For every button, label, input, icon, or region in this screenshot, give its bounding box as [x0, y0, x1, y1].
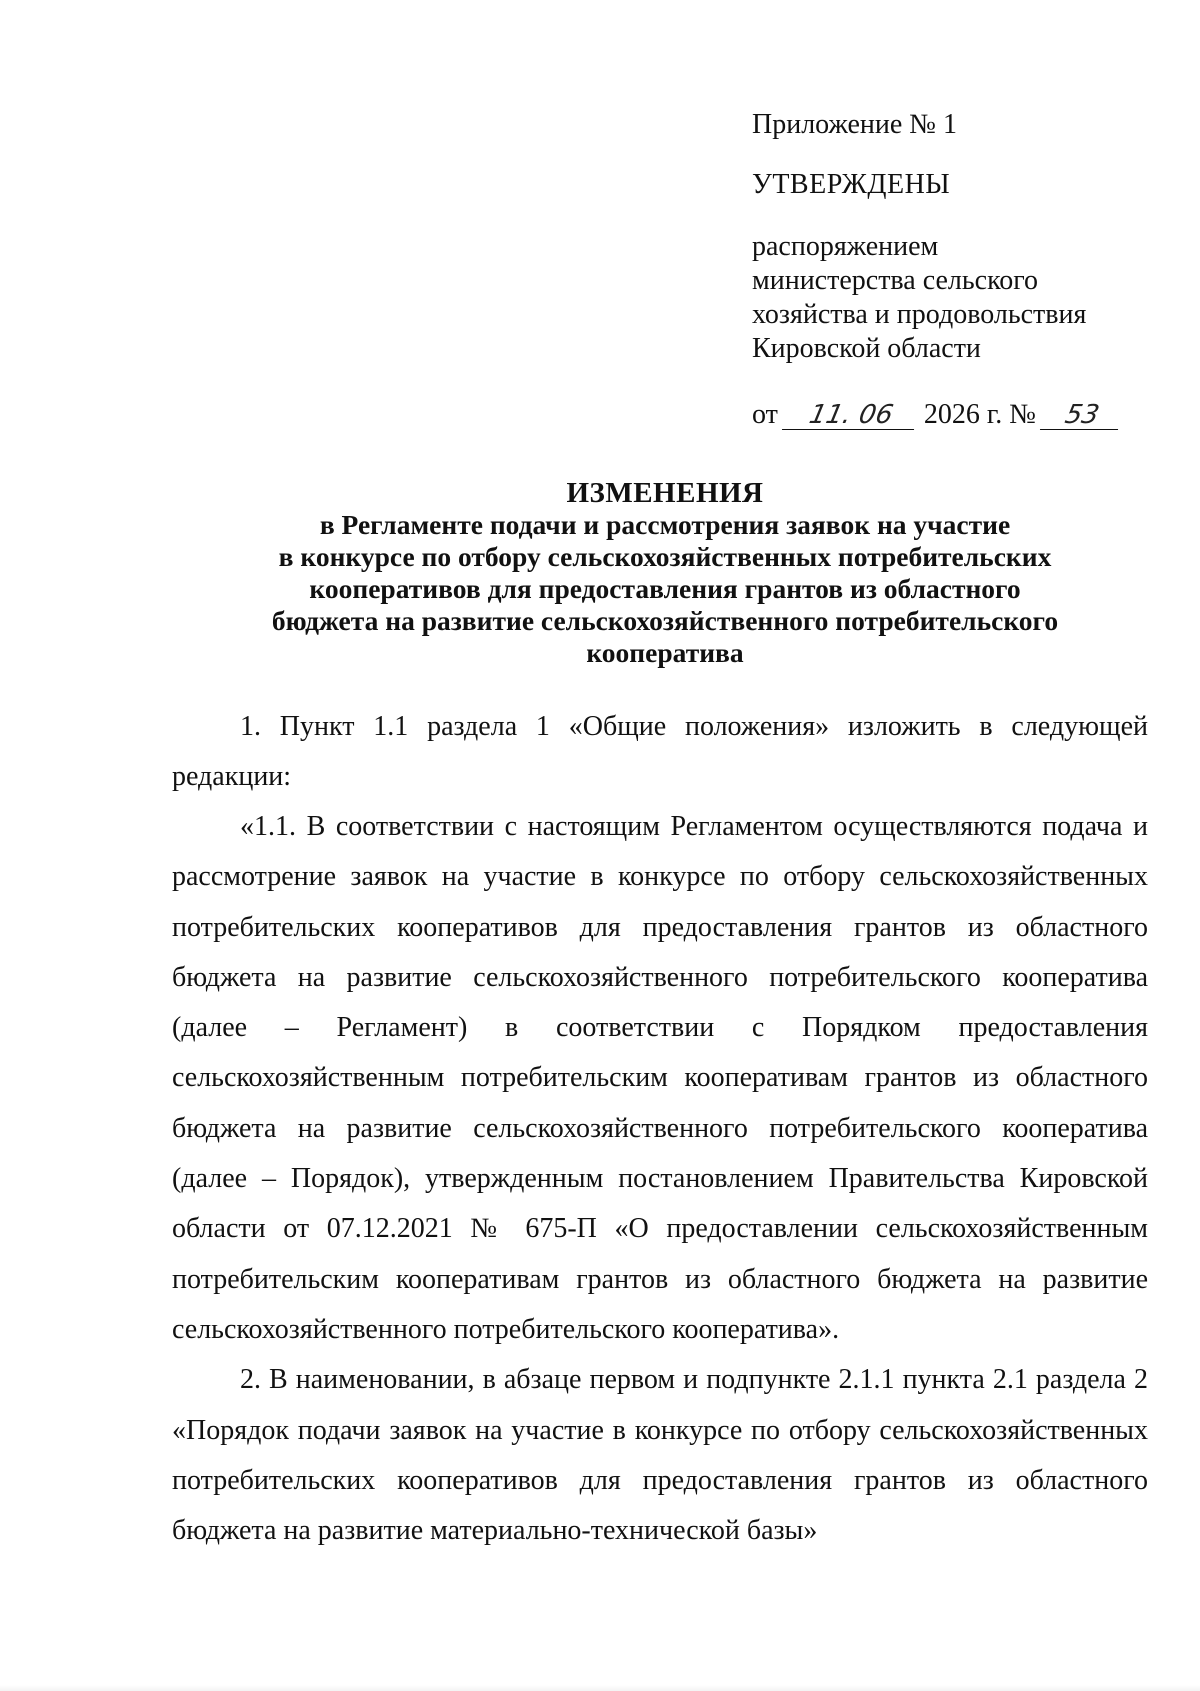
handwritten-number: 53 [1040, 401, 1124, 430]
title-line: кооперативов для предоставления грантов из областного [309, 573, 1021, 604]
basis-line: распоряжением [752, 231, 939, 262]
document-title [170, 477, 1160, 669]
approval-basis [752, 230, 1152, 366]
date-year: 2026 г. № [923, 399, 1036, 430]
title-line: в конкурсе по отбору сельскохозяйственных потребительских [278, 541, 1052, 572]
basis-line: хозяйства и продовольствия [752, 299, 1087, 330]
basis-line: Кировской области [752, 333, 981, 364]
scan-edge [0, 1685, 1200, 1691]
paragraph-1: 1. Пункт 1.1 раздела 1 «Общие положения» изложить в следующей редакции: [172, 711, 1148, 792]
handwritten-date: 11. 06 [782, 401, 920, 430]
title-line: бюджета на развитие сельскохозяйственного потребительского [271, 605, 1059, 636]
title-line: в Регламенте подачи и рассмотрения заявок на участие [319, 509, 1011, 540]
title-main: ИЗМЕНЕНИЯ [566, 477, 764, 509]
title-line: кооператива [586, 637, 744, 668]
paragraph-3: 2. В наименовании, в абзаце первом и подпункте 2.1.1 пункта 2.1 раздела 2 «Порядок подачи заявок на участие в конкурсе по отбору сельскохозяйственных потребительских кооперативов для предоставления грантов из областного бюджета на развитие материально-технической базы» [172, 1364, 1148, 1547]
date-prefix: от [752, 399, 778, 430]
approval-header [752, 108, 1152, 366]
approved-label: УТВЕРЖДЕНЫ [752, 169, 951, 200]
document-body [172, 702, 1148, 1556]
basis-line: министерства сельского [752, 265, 1039, 296]
annex-label: Приложение № 1 [752, 109, 957, 140]
paragraph-2: «1.1. В соответствии с настоящим Регламентом осуществляются подача и рассмотрение заявок на участие в конкурсе по отбору сельскохозяйственных потребительских кооперативов для предоставления грантов из областного бюджета на развитие сельскохозяйственного потребительского кооператива (далее – Регламент) в соответствии с Порядком предоставления сельскохозяйственным потребительским кооперативам грантов из областного бюджета на развитие сельскохозяйственного потребительского кооператива (далее – Порядок), утвержденным постановлением Правительства Кировской области от 07.12.2021 № 675-П «О предоставлении сельскохозяйственным потребительским кооперативам грантов из областного бюджета на развитие сельскохозяйственного потребительского кооператива». [172, 811, 1148, 1345]
order-date-line [752, 398, 1182, 432]
